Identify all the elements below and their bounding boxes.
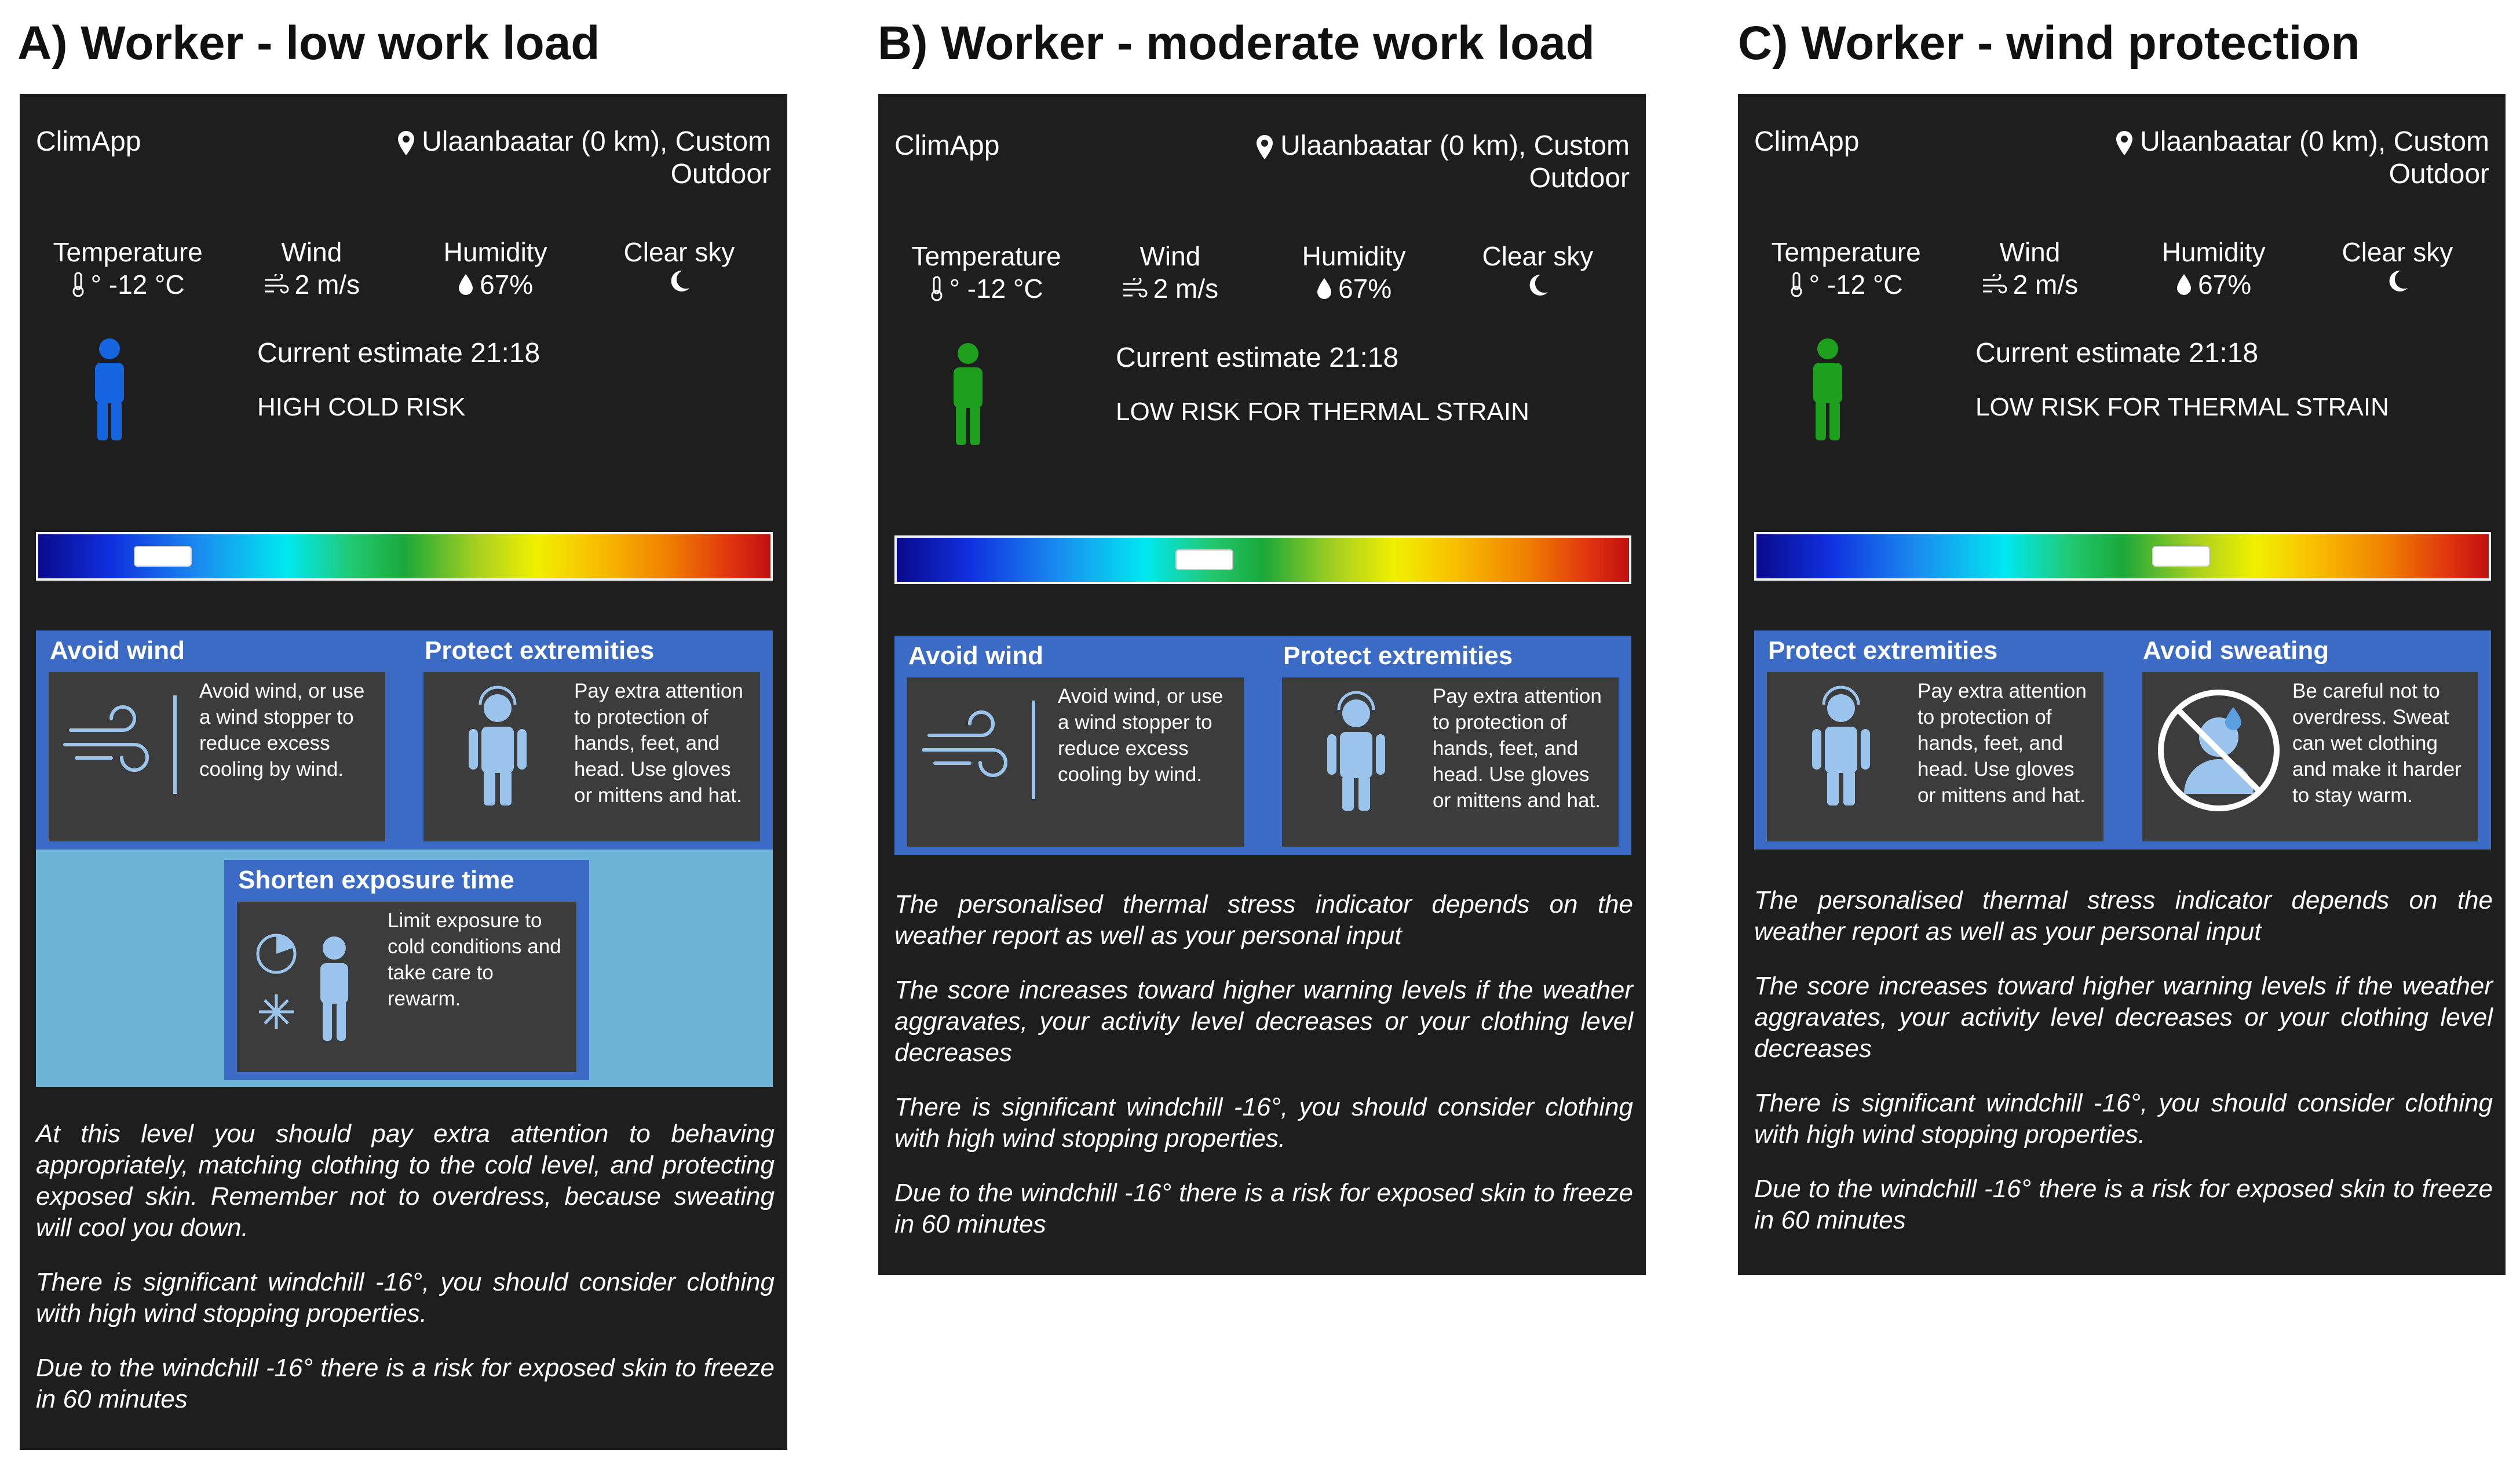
thermal-stress-scale [36, 532, 773, 581]
phone-screen-b [878, 94, 1646, 1275]
info-note: There is significant windchill -16°, you should consider clothing with high wind stopping properties. [894, 1093, 1633, 1153]
app-header [36, 126, 771, 195]
temperature-label: Temperature [1771, 237, 1921, 267]
card-title: Shorten exposure time [238, 866, 514, 894]
app-name: ClimApp [36, 126, 141, 157]
location[interactable] [2116, 126, 2489, 191]
weather-temperature [36, 236, 220, 305]
location-line1: Ulaanbaatar (0 km), Custom [2140, 126, 2489, 157]
wind-icon [918, 689, 1045, 805]
thermometer-icon [71, 272, 85, 297]
advice-section [36, 630, 773, 1087]
moon-icon [1526, 272, 1549, 298]
wind-small-icon [1122, 278, 1148, 299]
weather-sky [1446, 240, 1630, 309]
card-title: Avoid wind [908, 641, 1044, 670]
info-note: The score increases toward higher warning levels if the weather aggravates, your activity level decreases or your clothing level decreases [894, 976, 1633, 1067]
location-pin-icon [397, 131, 415, 155]
card-title: Protect extremities [1283, 641, 1513, 670]
location[interactable] [397, 126, 771, 191]
person-protect-icon [1292, 689, 1420, 816]
wind-label: Wind [1999, 237, 2061, 267]
location[interactable] [1256, 130, 1630, 195]
estimate-time: Current estimate 21:18 [1116, 342, 1399, 373]
risk-level: HIGH COLD RISK [257, 393, 466, 421]
person-icon [1807, 337, 1848, 442]
wind-label: Wind [1140, 241, 1201, 271]
risk-level: LOW RISK FOR THERMAL STRAIN [1116, 398, 1529, 426]
panel-a-heading: A) Worker - low work load [17, 17, 600, 70]
temperature-value: ° -12 °C [90, 269, 185, 300]
droplet-icon [1316, 277, 1332, 300]
humidity-value: 67% [2198, 269, 2252, 300]
location-line1: Ulaanbaatar (0 km), Custom [422, 126, 771, 157]
panel-b-heading: B) Worker - moderate work load [878, 17, 1595, 70]
location-pin-icon [1256, 135, 1273, 159]
humidity-value: 67% [480, 269, 534, 300]
info-note: Due to the windchill -16° there is a risk for exposed skin to freeze in 60 minutes [36, 1354, 775, 1413]
wind-label: Wind [281, 237, 342, 267]
moon-icon [2386, 268, 2409, 294]
advice-card-protect-extremities [411, 630, 773, 850]
info-notes [36, 1118, 775, 1438]
card-title: Avoid sweating [2143, 636, 2329, 665]
sky-label: Clear sky [2342, 237, 2453, 267]
card-text: Pay extra attention to protection of hands, feet, and head. Use gloves or mittens and hat. [1433, 685, 1602, 812]
scale-marker [134, 546, 192, 567]
wind-icon [59, 684, 187, 800]
phone-screen-c [1738, 94, 2506, 1275]
info-note: Due to the windchill -16° there is a risk for exposed skin to freeze in 60 minutes [1754, 1175, 2493, 1234]
phone-screen-a [20, 94, 787, 1450]
current-estimate [89, 337, 755, 453]
weather-sky [587, 236, 771, 305]
location-line2: Outdoor [2388, 159, 2489, 189]
advice-card-avoid-wind [36, 630, 398, 850]
scale-marker [1175, 549, 1233, 570]
card-text: Limit exposure to cold conditions and take care to rewarm. [388, 909, 561, 1010]
location-pin-icon [2116, 131, 2133, 155]
app-name: ClimApp [1754, 126, 1860, 157]
person-protect-icon [434, 684, 561, 811]
location-line2: Outdoor [1529, 163, 1630, 194]
info-note: The personalised thermal stress indicator depends on the weather report as well as your personal input [894, 890, 1633, 950]
humidity-value: 67% [1338, 274, 1392, 304]
weather-row [894, 240, 1630, 309]
weather-humidity [1262, 240, 1446, 309]
estimate-time: Current estimate 21:18 [1975, 338, 2259, 369]
estimate-time: Current estimate 21:18 [257, 338, 540, 369]
thermometer-icon [930, 276, 944, 301]
sky-label: Clear sky [623, 237, 735, 267]
panel-c-heading: C) Worker - wind protection [1738, 17, 2360, 70]
humidity-label: Humidity [2161, 237, 2266, 267]
advice-card-shorten-exposure [224, 860, 589, 1080]
temperature-label: Temperature [53, 237, 203, 267]
info-note: There is significant windchill -16°, you should consider clothing with high wind stopping properties. [36, 1268, 775, 1328]
info-note: The score increases toward higher warning levels if the weather aggravates, your activity level decreases or your clothing level decreases [1754, 972, 2493, 1063]
humidity-label: Humidity [1302, 241, 1406, 271]
temperature-value: ° -12 °C [1809, 269, 1903, 300]
scale-marker [2152, 546, 2210, 567]
risk-level: LOW RISK FOR THERMAL STRAIN [1975, 393, 2389, 421]
location-line1: Ulaanbaatar (0 km), Custom [1280, 130, 1630, 161]
weather-row [1754, 236, 2489, 305]
location-line2: Outdoor [670, 159, 771, 189]
weather-row [36, 236, 771, 305]
wind-value: 2 m/s [2013, 269, 2079, 300]
weather-wind [1078, 240, 1262, 309]
current-estimate [948, 342, 1614, 458]
current-estimate [1807, 337, 2474, 453]
weather-humidity [2122, 236, 2306, 305]
humidity-label: Humidity [443, 237, 547, 267]
weather-humidity [404, 236, 587, 305]
app-name: ClimApp [894, 130, 1000, 161]
card-text: Be careful not to overdress. Sweat can wet clothing and make it harder to stay warm. [2292, 680, 2461, 807]
thermal-stress-scale [1754, 532, 2491, 581]
no-sweat-icon [2152, 684, 2285, 817]
app-header [1754, 126, 2489, 195]
advice-section [894, 636, 1631, 855]
advice-card-avoid-sweating [2129, 630, 2491, 850]
info-note: The personalised thermal stress indicator depends on the weather report as well as your personal input [1754, 886, 2493, 946]
advice-extra [36, 850, 773, 1087]
person-icon [89, 337, 130, 442]
advice-section [1754, 630, 2491, 850]
info-notes [894, 889, 1633, 1263]
card-title: Avoid wind [50, 636, 185, 665]
info-note: At this level you should pay extra attention to behaving appropriately, matching clothing to the cold level, and protecting exposed skin. Remember not to overdress, because sweating will cool you down. [36, 1120, 775, 1242]
card-text: Pay extra attention to protection of hands, feet, and head. Use gloves or mittens and hat. [574, 680, 743, 807]
wind-value: 2 m/s [294, 269, 360, 300]
droplet-icon [458, 273, 474, 296]
exposure-icon [247, 913, 375, 1047]
info-note: Due to the windchill -16° there is a risk for exposed skin to freeze in 60 minutes [894, 1179, 1633, 1238]
weather-temperature [1754, 236, 1938, 305]
weather-sky [2306, 236, 2489, 305]
wind-value: 2 m/s [1153, 274, 1219, 304]
person-icon [948, 342, 988, 446]
advice-card-avoid-wind [894, 636, 1257, 855]
wind-small-icon [264, 274, 289, 295]
weather-temperature [894, 240, 1078, 309]
weather-wind [1938, 236, 2121, 305]
card-title: Protect extremities [1768, 636, 1998, 665]
card-text: Pay extra attention to protection of hands, feet, and head. Use gloves or mittens and hat. [1918, 680, 2087, 807]
sky-label: Clear sky [1482, 241, 1594, 271]
temperature-label: Temperature [911, 241, 1061, 271]
temperature-value: ° -12 °C [949, 274, 1043, 304]
advice-card-protect-extremities [1269, 636, 1631, 855]
weather-wind [220, 236, 403, 305]
thermal-stress-scale [894, 535, 1631, 584]
info-notes [1754, 885, 2493, 1259]
card-text: Avoid wind, or use a wind stopper to reduce excess cooling by wind. [199, 680, 365, 781]
person-protect-icon [1777, 684, 1905, 811]
moon-icon [667, 268, 691, 294]
wind-small-icon [1982, 274, 2007, 295]
droplet-icon [2176, 273, 2192, 296]
info-note: There is significant windchill -16°, you should consider clothing with high wind stopping properties. [1754, 1089, 2493, 1149]
app-header [894, 130, 1630, 199]
card-title: Protect extremities [425, 636, 655, 665]
advice-card-protect-extremities [1754, 630, 2116, 850]
card-text: Avoid wind, or use a wind stopper to reduce excess cooling by wind. [1058, 685, 1224, 786]
thermometer-icon [1789, 272, 1803, 297]
